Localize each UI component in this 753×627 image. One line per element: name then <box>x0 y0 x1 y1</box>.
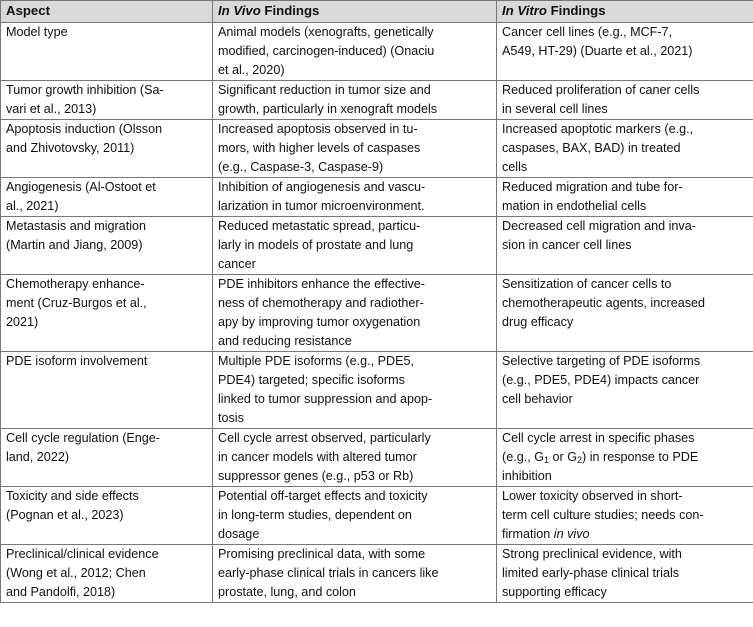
header-aspect: Aspect <box>1 1 213 23</box>
table-row <box>1 217 753 275</box>
header-in-vitro: In Vitro Findings <box>497 1 753 23</box>
in-vivo-cell: Increased apoptosis observed in tu- mors, with higher levels of caspases (e.g., Caspase-3, Caspase-9) <box>213 120 497 178</box>
in-vitro-cell: Strong preclinical evidence, with limited early-phase clinical trials supporting efficacy <box>497 545 753 603</box>
in-vitro-cell: Selective targeting of PDE isoforms (e.g., PDE5, PDE4) impacts cancer cell behavior <box>497 352 753 429</box>
aspect-cell: Apoptosis induction (Olsson and Zhivotovsky, 2011) <box>1 120 213 178</box>
in-vitro-cell: Reduced proliferation of caner cells in several cell lines <box>497 81 753 120</box>
in-vivo-cell: Promising preclinical data, with some early-phase clinical trials in cancers like prostate, lung, and colon <box>213 545 497 603</box>
in-vitro-cell: Cell cycle arrest in specific phases (e.g., $G_1$ or $G_2$) in response to PDE inhibition <box>497 429 753 487</box>
aspect-cell: Cell cycle regulation (Enge- land, 2022) <box>1 429 213 487</box>
aspect-cell: Model type <box>1 23 213 81</box>
aspect-cell: Toxicity and side effects (Pognan et al., 2023) <box>1 487 213 545</box>
in-vitro-cell: Decreased cell migration and inva- sion in cancer cell lines <box>497 217 753 275</box>
table-row <box>1 275 753 352</box>
table-row <box>1 81 753 120</box>
table-row <box>1 352 753 429</box>
in-vivo-cell: Reduced metastatic spread, particu- larly in models of prostate and lung cancer <box>213 217 497 275</box>
in-vivo-cell: Significant reduction in tumor size and growth, particularly in xenograft models <box>213 81 497 120</box>
in-vitro-cell: Reduced migration and tube for- mation in endothelial cells <box>497 178 753 217</box>
in-vitro-cell: Sensitization of cancer cells to chemotherapeutic agents, increased drug efficacy <box>497 275 753 352</box>
in-vivo-cell: Potential off-target effects and toxicity in long-term studies, dependent on dosage <box>213 487 497 545</box>
in-vitro-cell: Lower toxicity observed in short- term cell culture studies; needs con- firmation in vivo <box>497 487 753 545</box>
in-vivo-cell: Inhibition of angiogenesis and vascu- larization in tumor microenvironment. <box>213 178 497 217</box>
in-vivo-cell: Multiple PDE isoforms (e.g., PDE5, PDE4) targeted; specific isoforms linked to tumor suppression and apop- tosis <box>213 352 497 429</box>
aspect-cell: Preclinical/clinical evidence (Wong et al., 2012; Chen and Pandolfi, 2018) <box>1 545 213 603</box>
header-row <box>1 1 753 23</box>
aspect-cell: Tumor growth inhibition (Sa- vari et al., 2013) <box>1 81 213 120</box>
aspect-cell: Angiogenesis (Al-Ostoot et al., 2021) <box>1 178 213 217</box>
table-row <box>1 178 753 217</box>
aspect-cell: PDE isoform involvement <box>1 352 213 429</box>
in-vivo-cell: Animal models (xenografts, genetically modified, carcinogen-induced) (Onaciu et al., 2020) <box>213 23 497 81</box>
aspect-cell: Metastasis and migration (Martin and Jiang, 2009) <box>1 217 213 275</box>
in-vitro-cell: Increased apoptotic markers (e.g., caspases, BAX, BAD) in treated cells <box>497 120 753 178</box>
in-vitro-cell: Cancer cell lines (e.g., MCF-7, A549, HT-29) (Duarte et al., 2021) <box>497 23 753 81</box>
table-row <box>1 545 753 603</box>
table-row <box>1 120 753 178</box>
table-row <box>1 487 753 545</box>
header-in-vivo: In Vivo Findings <box>213 1 497 23</box>
table-row <box>1 23 753 81</box>
in-vivo-cell: PDE inhibitors enhance the effective- ness of chemotherapy and radiother- apy by improving tumor oxygenation and reducing resistance <box>213 275 497 352</box>
aspect-cell: Chemotherapy enhance- ment (Cruz-Burgos et al., 2021) <box>1 275 213 352</box>
table-row <box>1 429 753 487</box>
in-vivo-cell: Cell cycle arrest observed, particularly in cancer models with altered tumor suppressor genes (e.g., p53 or Rb) <box>213 429 497 487</box>
